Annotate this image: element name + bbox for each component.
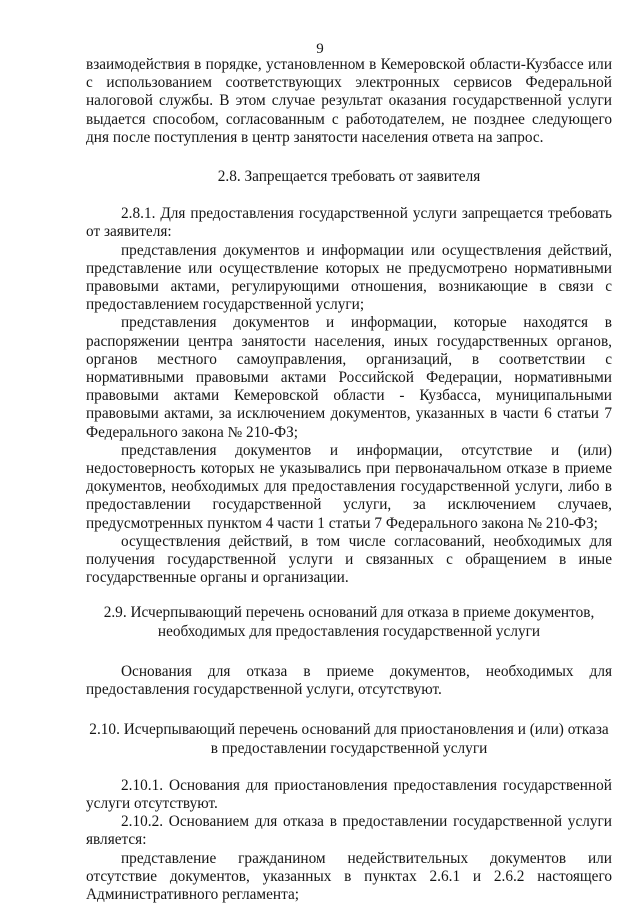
- list-item-2-10-2-a: представление гражданином недействительных документов или отсутствие документов, указанных в пунктах 2.6.1 и 2.6.2 настоящего Административного регламента;: [86, 849, 612, 903]
- list-item-2-8-1-c: представления документов и информации, отсутствие и (или) недостоверность которых не указывались при первоначальном отказе в приеме документов, необходимых для предоставления государственной услуги, либо в предоставлении государственной услуги, за исключением случаев, предусмотренных пунктом 4 части 1 статьи 7 Федерального закона № 210-ФЗ;: [86, 441, 612, 532]
- list-item-2-8-1-b: представления документов и информации, которые находятся в распоряжении центра занятости населения, иных государственных органов, органов местного самоуправления, организаций, в соответствии с нормативными правовыми актами Российской Федерации, нормативными правовыми актами Кемеровской области - Кузбасса, муниципальными правовыми актами, за исключением документов, указанных в части 6 статьи 7 Федерального закона № 210-ФЗ;: [86, 314, 612, 441]
- section-heading-2-9: 2.9. Исчерпывающий перечень оснований для отказа в приеме документов, необходимых для предоставления государственной услуги: [103, 604, 595, 640]
- paragraph-continuation: взаимодействия в порядке, установленном в Кемеровской области-Кузбассе или с использованием соответствующих электронных сервисов Федеральной налоговой службы. В этом случае результат оказания государственной услуги выдается способом, согласованным с работодателем, не позднее следующего дня после поступления в центр занятости населения ответа на запрос.: [86, 56, 612, 146]
- section-heading-2-10: 2.10. Исчерпывающий перечень оснований для приостановления и (или) отказа в предоставлении государственной услуги: [89, 721, 609, 757]
- list-item-2-8-1-a: представления документов и информации или осуществления действий, представление или осуществление которых не предусмотрено нормативными правовыми актами, регулирующими отношения, возникающие в связи с предоставлением государственной услуги;: [86, 241, 612, 314]
- document-body: [86, 56, 612, 904]
- list-item-2-8-1-d: осуществления действий, в том числе согласований, необходимых для получения государственной услуги и связанных с обращением в иные государственные органы и организации.: [86, 532, 612, 587]
- paragraph-2-10-1: 2.10.1. Основания для приостановления предоставления государственной услуги отсутствуют.: [86, 776, 612, 812]
- paragraph-2-9: Основания для отказа в приеме документов, необходимых для предоставления государственной услуги, отсутствуют.: [86, 662, 612, 699]
- paragraph-2-10-2: 2.10.2. Основанием для отказа в предоставлении государственной услуги является:: [86, 813, 612, 849]
- section-heading-2-8: 2.8. Запрещается требовать от заявителя: [217, 168, 481, 186]
- paragraph-2-8-1: 2.8.1. Для предоставления государственной услуги запрещается требовать от заявителя:: [86, 205, 612, 241]
- page-number: 9: [316, 41, 324, 57]
